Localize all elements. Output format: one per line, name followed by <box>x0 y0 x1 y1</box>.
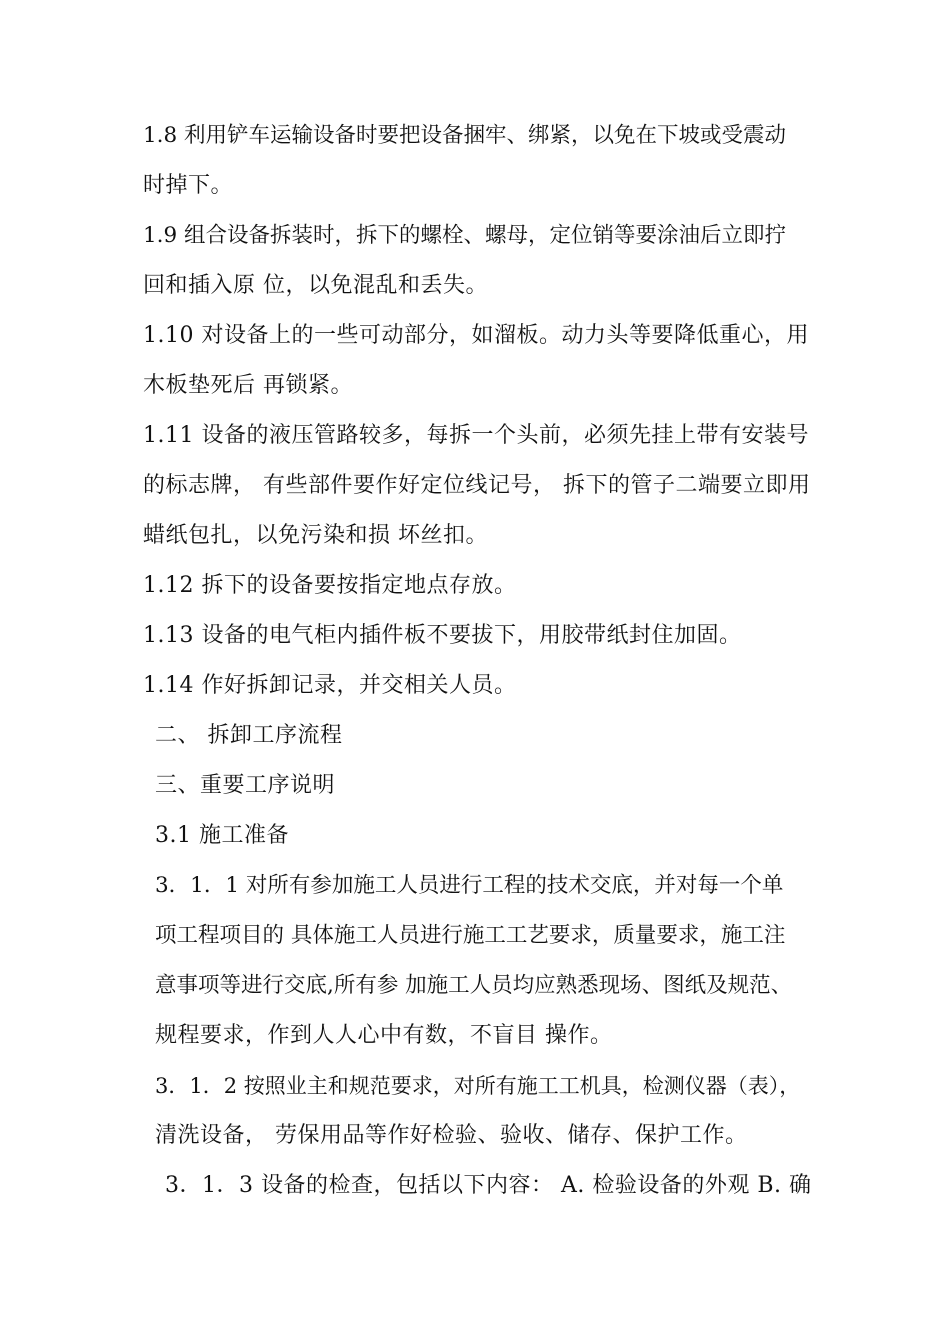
text-line-3-1-1-cont-c: 规程要求，作到人人心中有数，不盲目 操作。 <box>155 1023 613 1048</box>
text-line-1-14: 1.14 作好拆卸记录，并交相关人员。 <box>143 673 517 698</box>
text-line-1-9-cont: 回和插入原 位，以免混乱和丢失。 <box>143 273 488 298</box>
text-line-1-8-cont: 时掉下。 <box>143 173 234 198</box>
subsection-heading-3-1: 3.1 施工准备 <box>155 823 289 848</box>
text-line-1-12: 1.12 拆下的设备要按指定地点存放。 <box>143 573 517 598</box>
text-line-3-1-1-cont-a: 项工程项目的 具体施工人员进行施工工艺要求，质量要求，施工注 <box>155 923 786 948</box>
text-line-3-1-3: 3．1．3 设备的检查，包括以下内容： A. 检验设备的外观 B. 确 <box>165 1173 812 1198</box>
text-line-1-11: 1.11 设备的液压管路较多，每拆一个头前，必须先挂上带有安装号 <box>143 423 809 448</box>
text-line-3-1-1-cont-b: 意事项等进行交底,所有参 加施工人员均应熟悉现场、图纸及规范、 <box>155 973 793 998</box>
text-line-3-1-1: 3．1．1 对所有参加施工人员进行工程的技术交底，并对每一个单 <box>155 873 784 898</box>
text-line-1-10-cont: 木板垫死后 再锁紧。 <box>143 373 353 398</box>
text-line-1-8: 1.8 利用铲车运输设备时要把设备捆牢、绑紧，以免在下坡或受震动 <box>143 123 787 148</box>
section-heading-3: 三、重要工序说明 <box>155 773 336 798</box>
text-line-1-11-cont-a: 的标志牌， 有些部件要作好定位线记号， 拆下的管子二端要立即用 <box>143 473 811 498</box>
text-line-3-1-2: 3．1．2 按照业主和规范要求，对所有施工工机具，检测仪器（表）， <box>155 1074 801 1098</box>
section-heading-2: 二、 拆卸工序流程 <box>155 723 343 748</box>
text-line-1-11-cont-b: 蜡纸包扎，以免污染和损 坏丝扣。 <box>143 523 488 548</box>
text-line-1-9: 1.9 组合设备拆装时，拆下的螺栓、螺母，定位销等要涂油后立即拧 <box>143 223 787 248</box>
text-line-3-1-2-cont: 清洗设备， 劳保用品等作好检验、验收、储存、保护工作。 <box>155 1123 748 1148</box>
text-line-1-13: 1.13 设备的电气柜内插件板不要拔下，用胶带纸封住加固。 <box>143 623 742 648</box>
text-line-1-10: 1.10 对设备上的一些可动部分，如溜板。动力头等要降低重心，用 <box>143 323 809 348</box>
